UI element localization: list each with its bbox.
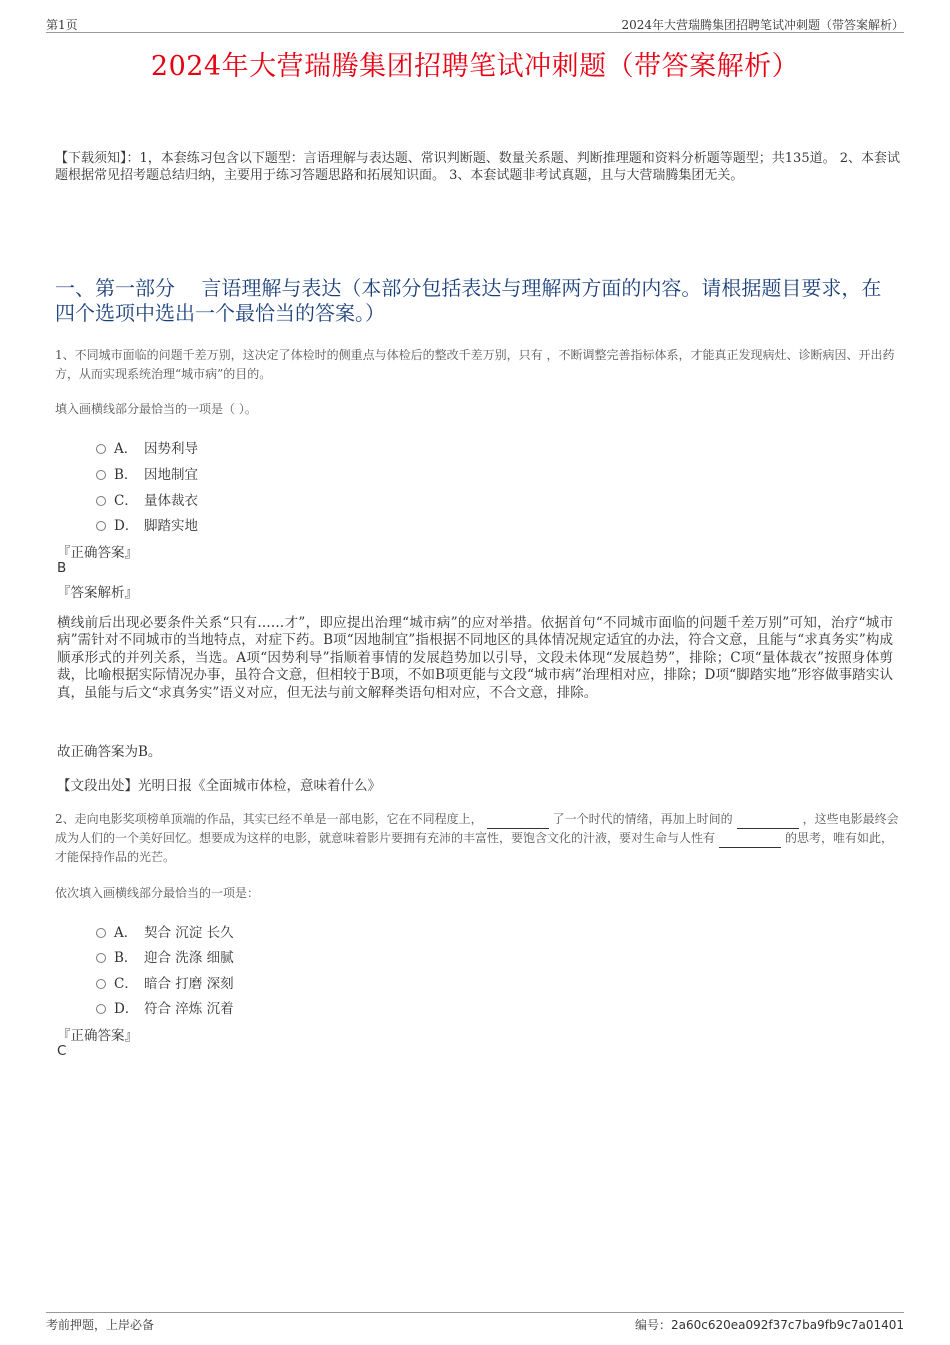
- question-1-text: 1、不同城市面临的问题千差万别，这决定了体检时的侧重点与体检后的整改千差万别，只有 ，不断调整完善指标体系，才能真正发现病灶、诊断病因、开出药方，从而实现系统治理“城市病”的目的。: [55, 348, 895, 381]
- fill-blank-2: [737, 816, 799, 829]
- radio-icon[interactable]: [96, 470, 106, 480]
- question-2-instruction: 依次填入画横线部分最恰当的一项是：: [55, 886, 260, 900]
- question-1-option-d[interactable]: D． 脚踏实地: [96, 514, 198, 532]
- radio-icon[interactable]: [96, 521, 106, 531]
- radio-icon[interactable]: [96, 953, 106, 963]
- question-2-option-d[interactable]: D． 符合 淬炼 沉着: [96, 997, 234, 1015]
- radio-icon[interactable]: [96, 444, 106, 454]
- question-1-conclusion: 故正确答案为B。: [57, 744, 162, 760]
- radio-icon[interactable]: [96, 928, 106, 938]
- question-2-option-b[interactable]: B． 迎合 洗涤 细腻: [96, 946, 234, 964]
- page-header: [46, 14, 904, 33]
- question-1-analysis: 横线前后出现必要条件关系“只有……才”，即应提出治理“城市病”的应对举措。依据首句“不同城市面临的问题千差万别”可知，治疗“城市病”需针对不同城市的当地特点，对症下药。B项“因地制宜”指根据不同地区的具体情况规定适宜的办法，符合文意，且能与“求真务实”构成顺承形式的并列关系，当选。A项“因势利导”指顺着事情的发展趋势加以引导，文段未体现“发展趋势”，排除；C项“量体裁衣”按照身体剪裁，比喻根据实际情况办事，虽符合文意，但相较于B项，不如B项更能与文段“城市病”治理相对应，排除；D项“脚踏实地”形容做事踏实认真，虽能与后文“求真务实”语义对应，但无法与前文解释类语句相对应，不合文意，排除。: [57, 615, 893, 701]
- footer-slogan: 考前押题，上岸必备: [46, 1318, 155, 1332]
- question-1-option-b[interactable]: B． 因地制宜: [96, 463, 198, 481]
- radio-icon[interactable]: [96, 1004, 106, 1014]
- document-title: 2024年大营瑞腾集团招聘笔试冲刺题（带答案解析）: [150, 51, 800, 82]
- question-1-answer-label: 『正确答案』: [57, 545, 138, 561]
- radio-icon[interactable]: [96, 496, 106, 506]
- question-1-option-c[interactable]: C． 量体裁衣: [96, 489, 198, 507]
- question-2-answer: C: [57, 1043, 67, 1059]
- fill-blank-3: [719, 835, 781, 848]
- question-2-text: 2、走向电影奖项榜单顶端的作品，其实已经不单是一部电影，它在不同程度上， 了一个时代的情绪，再加上时间的 ，这些电影最终会成为人们的一个美好回忆。想要成为这样的电影，就意味着影片要拥有充沛的丰富性，要饱含文化的汁液，要对生命与人性有 的思考，唯有如此，才能保持作品的光芒。: [55, 812, 899, 864]
- header-doc-title: 2024年大营瑞腾集团招聘笔试冲刺题（带答案解析）: [621, 18, 904, 32]
- question-1-option-a[interactable]: A． 因势利导: [96, 437, 198, 455]
- page-footer: [46, 1312, 904, 1333]
- question-2-option-a[interactable]: A． 契合 沉淀 长久: [96, 921, 234, 939]
- question-1-instruction: 填入画横线部分最恰当的一项是（ ）。: [55, 402, 257, 416]
- footer-doc-code: 编号：2a60c620ea092f37c7ba9fb9c7a01401: [635, 1318, 904, 1332]
- question-2-option-c[interactable]: C． 暗合 打磨 深刻: [96, 972, 234, 990]
- download-notice: 【下载须知】：1，本套练习包含以下题型：言语理解与表达题、常识判断题、数量关系题、判断推理题和资料分析题等题型；共135道。 2、本套试题根据常见招考题总结归纳，主要用于练习答题思路和拓展知识面。 3、本套试题非考试真题，且与大营瑞腾集团无关。: [55, 151, 900, 183]
- fill-blank-1: [487, 816, 549, 829]
- radio-icon[interactable]: [96, 979, 106, 989]
- question-2-answer-label: 『正确答案』: [57, 1028, 138, 1044]
- section-heading: 一、第一部分 言语理解与表达（本部分包括表达与理解两方面的内容。请根据题目要求，在四个选项中选出一个最恰当的答案。）: [55, 276, 882, 325]
- page-number: 第1页: [46, 18, 78, 32]
- question-1-source: 【文段出处】光明日报《全面城市体检，意味着什么》: [57, 778, 381, 794]
- question-1-analysis-label: 『答案解析』: [57, 585, 138, 601]
- question-1-answer: B: [57, 560, 67, 576]
